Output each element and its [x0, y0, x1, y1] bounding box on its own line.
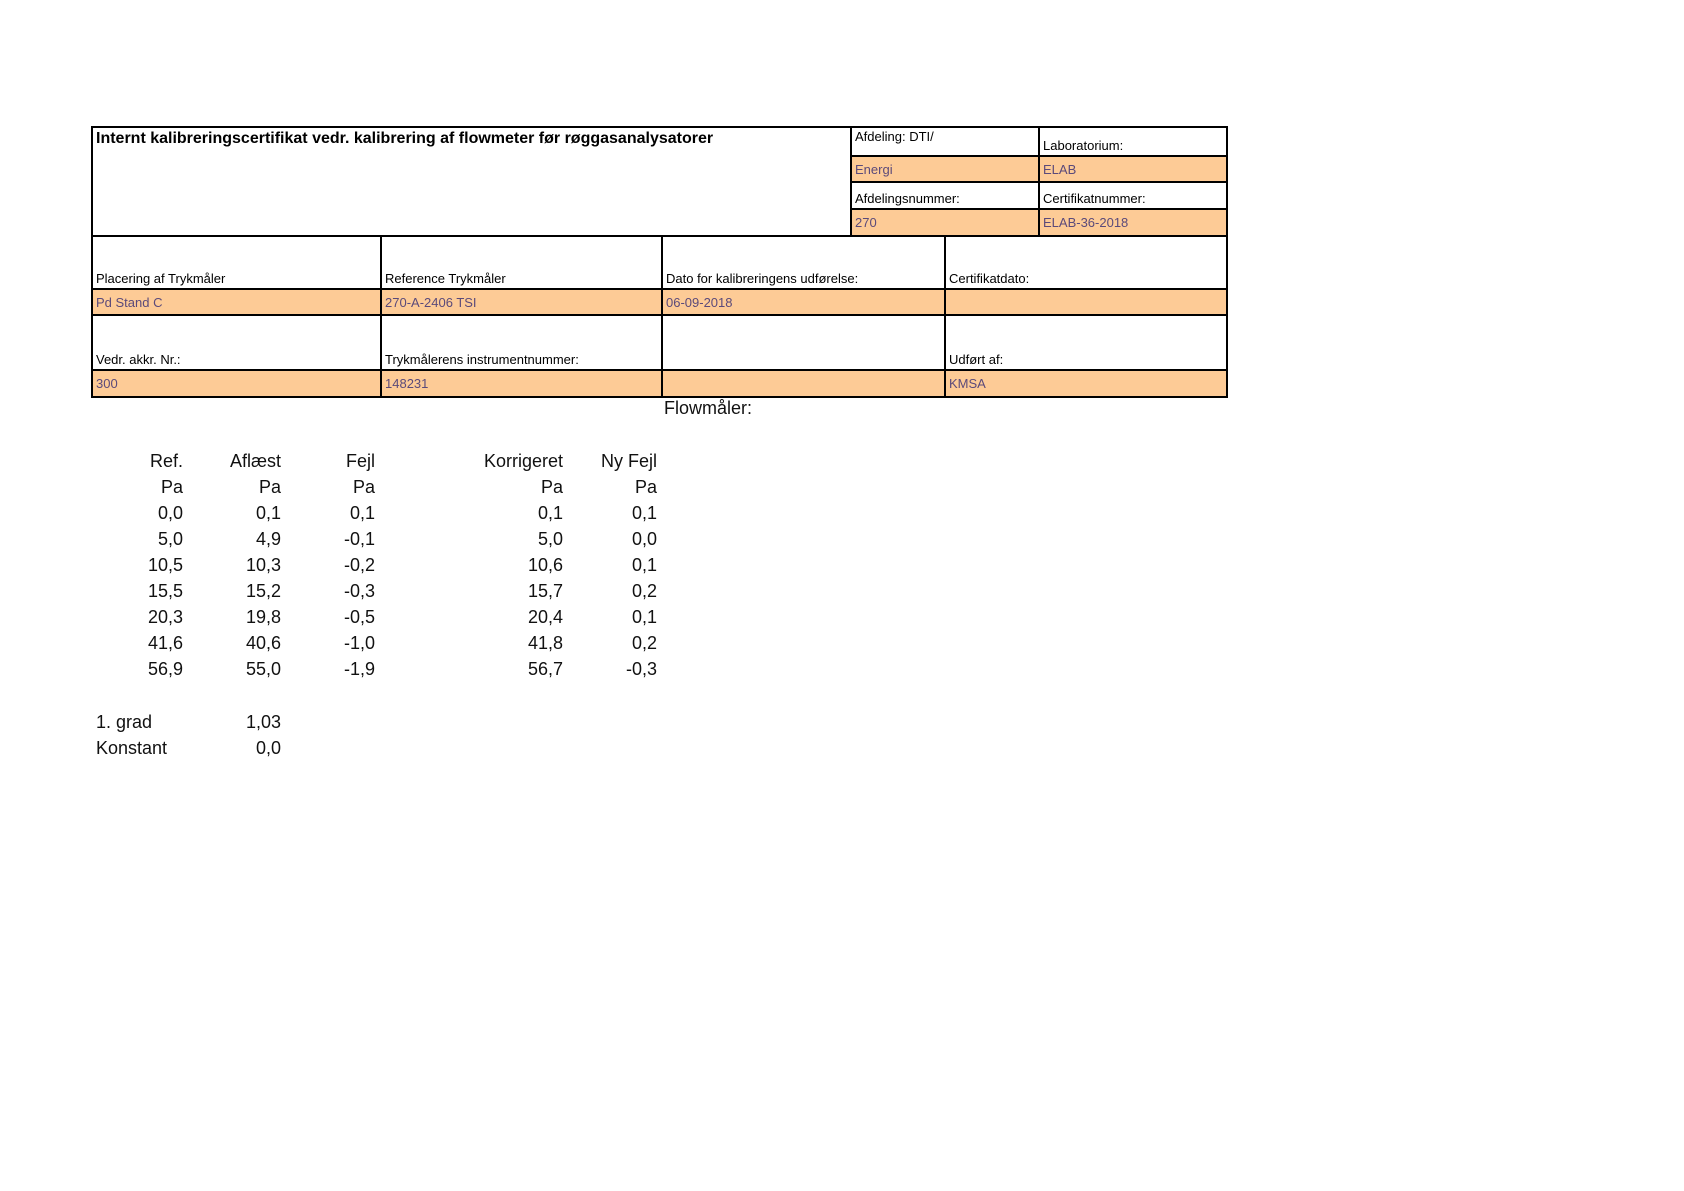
grad-label: 1. grad — [96, 712, 153, 732]
cell-korrigeret: 15,7 — [527, 581, 563, 601]
cell-korrigeret: 41,8 — [527, 633, 563, 653]
cell-aflaest: 19,8 — [245, 607, 281, 627]
reference-label: Reference Trykmåler — [385, 271, 506, 286]
cell-ref: 41,6 — [147, 633, 183, 653]
cell-nyfejl: 0,2 — [631, 633, 657, 653]
cell-fejl: -0,5 — [343, 607, 375, 627]
cell-fejl: -1,9 — [343, 659, 375, 679]
cell-fejl: -0,2 — [343, 555, 375, 575]
afdelingsnummer-label: Afdelingsnummer: — [855, 191, 960, 206]
col-header-aflaest: Aflæst — [229, 451, 281, 471]
unit-ref: Pa — [160, 477, 183, 497]
cell-nyfejl: 0,1 — [631, 555, 657, 575]
cell-aflaest: 55,0 — [245, 659, 281, 679]
cell-korrigeret: 56,7 — [527, 659, 563, 679]
flowmaler-label: Flowmåler: — [664, 398, 753, 418]
col-header-korrigeret: Korrigeret — [483, 451, 563, 471]
placering-value: Pd Stand C — [93, 290, 380, 314]
cell-korrigeret: 0,1 — [537, 503, 563, 523]
cell-aflaest: 10,3 — [245, 555, 281, 575]
cell-korrigeret: 20,4 — [527, 607, 563, 627]
afdeling-value: Energi — [852, 157, 1038, 181]
akkr-value: 300 — [93, 371, 380, 396]
unit-aflaest: Pa — [258, 477, 281, 497]
udfort-label: Udført af: — [949, 352, 1004, 367]
cell-korrigeret: 10,6 — [527, 555, 563, 575]
instrument-label: Trykmålerens instrumentnummer: — [385, 352, 579, 367]
cell-ref: 15,5 — [147, 581, 183, 601]
cell-nyfejl: 0,1 — [631, 503, 657, 523]
cell-aflaest: 0,1 — [255, 503, 281, 523]
col-header-nyfejl: Ny Fejl — [600, 451, 657, 471]
cell-aflaest: 15,2 — [245, 581, 281, 601]
col-header-ref: Ref. — [149, 451, 183, 471]
col-header-fejl: Fejl — [345, 451, 375, 471]
cell-ref: 0,0 — [157, 503, 183, 523]
cell-nyfejl: 0,2 — [631, 581, 657, 601]
cell-ref: 56,9 — [147, 659, 183, 679]
afdeling-label: Afdeling: DTI/ — [855, 129, 934, 144]
cell-aflaest: 40,6 — [245, 633, 281, 653]
unit-korrigeret: Pa — [540, 477, 563, 497]
reference-value: 270-A-2406 TSI — [382, 290, 661, 314]
cell-nyfejl: 0,0 — [631, 529, 657, 549]
cell-ref: 5,0 — [157, 529, 183, 549]
placering-label: Placering af Trykmåler — [96, 271, 226, 286]
instrument-value: 148231 — [382, 371, 661, 396]
udfort-value: KMSA — [946, 371, 1226, 396]
unit-nyfejl: Pa — [634, 477, 657, 497]
cell-korrigeret: 5,0 — [537, 529, 563, 549]
certifikatnummer-value: ELAB-36-2018 — [1040, 210, 1226, 235]
afdelingsnummer-value: 270 — [852, 210, 1038, 235]
dato-label: Dato for kalibreringens udførelse: — [666, 271, 859, 286]
certificate-title: Internt kalibreringscertifikat vedr. kalibrering af flowmeter før røggasanalysatorer — [96, 130, 714, 147]
grad-value: 1,03 — [245, 712, 281, 732]
cell-ref: 10,5 — [147, 555, 183, 575]
cell-nyfejl: 0,1 — [631, 607, 657, 627]
certifikatnummer-label: Certifikatnummer: — [1043, 191, 1146, 206]
konstant-value: 0,0 — [255, 738, 281, 758]
cell-fejl: -1,0 — [343, 633, 375, 653]
cell-nyfejl: -0,3 — [625, 659, 657, 679]
cell-fejl: -0,1 — [343, 529, 375, 549]
cell-aflaest: 4,9 — [255, 529, 281, 549]
konstant-label: Konstant — [96, 738, 168, 758]
dato-value: 06-09-2018 — [663, 290, 944, 314]
cell-fejl: 0,1 — [349, 503, 375, 523]
laboratorium-value: ELAB — [1040, 157, 1226, 181]
cell-fejl: -0,3 — [343, 581, 375, 601]
certifikatdato-label: Certifikatdato: — [949, 271, 1030, 286]
unit-fejl: Pa — [352, 477, 375, 497]
akkr-label: Vedr. akkr. Nr.: — [96, 352, 181, 367]
laboratorium-label: Laboratorium: — [1043, 138, 1124, 153]
cell-ref: 20,3 — [147, 607, 183, 627]
